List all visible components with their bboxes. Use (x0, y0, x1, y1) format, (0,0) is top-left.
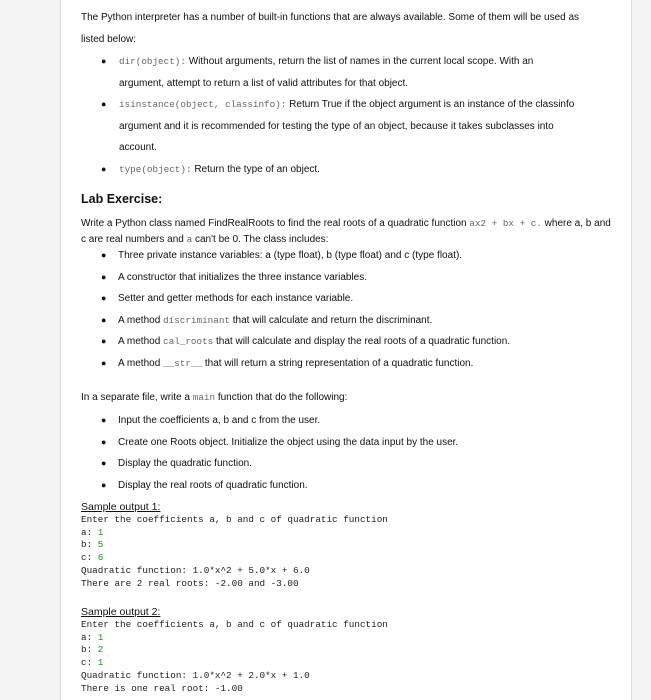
requirement-text: that will return a string representation of a quadratic function. (202, 357, 474, 369)
input-value: 1 (97, 631, 104, 643)
description-text: where a, b and c are real numbers and (81, 218, 611, 245)
bullet-icon: ● (101, 271, 107, 282)
console-input-b: b: 2 (81, 644, 104, 656)
console-result-line: There are 2 real roots: -2.00 and -3.00 (81, 577, 299, 589)
list-item (81, 245, 601, 267)
list-item (81, 94, 581, 159)
list-item (81, 159, 581, 181)
function-description: Return the type of an object. (194, 163, 320, 175)
function-signature: isinstance(object, classinfo): (119, 99, 287, 110)
requirement-text: Create one Roots object. Initialize the object using the data input by the user. (118, 436, 459, 448)
list-item (81, 432, 601, 454)
list-item (81, 310, 601, 332)
list-item (81, 353, 601, 375)
requirement-text: Display the real roots of quadratic function. (118, 479, 308, 491)
list-item (81, 331, 601, 353)
function-signature: dir(object): (119, 56, 186, 67)
method-name: cal_roots (163, 336, 214, 348)
main-requirements-list (81, 410, 601, 496)
bullet-icon: ● (101, 336, 107, 347)
requirement-text: A method (118, 357, 164, 369)
input-value: 5 (97, 539, 104, 551)
sample-output-1-heading: Sample output 1: (81, 501, 161, 513)
description-text: Write a Python class named FindRealRoots to find the real roots of a quadratic function (81, 218, 470, 229)
bullet-icon: ● (101, 479, 107, 490)
console-prompt: Enter the coefficients a, b and c of quadratic function (81, 514, 388, 525)
intro-paragraph: The Python interpreter has a number of built-in functions that are always available. Some of them will be used as listed below: (81, 12, 580, 45)
console-prompt: Enter the coefficients a, b and c of quadratic function (81, 619, 388, 630)
requirement-text: A constructor that initializes the three instance variables. (118, 271, 368, 283)
console-input-b: b: 5 (81, 539, 104, 551)
exercise-description (81, 216, 611, 248)
requirement-text: Setter and getter methods for each instance variable. (118, 293, 354, 305)
bullet-icon: ● (101, 415, 107, 425)
sample-output-1-console (81, 514, 388, 590)
bullet-icon: ● (101, 56, 107, 66)
console-input-c: c: 1 (81, 657, 104, 669)
builtin-functions-list (81, 51, 581, 180)
console-input-c: c: 6 (81, 552, 104, 564)
instruction-text: function that do the following: (215, 392, 348, 403)
function-description: Return True if the object argument is an instance of the classinfo argument and it is recommended for testing the type of an object, because it takes subclasses into account. (119, 99, 575, 153)
console-input-a: a: 1 (81, 526, 104, 538)
requirement-text: that will calculate and display the real roots of a quadratic function. (213, 336, 511, 348)
bullet-icon: ● (101, 314, 107, 325)
method-name: __str__ (163, 357, 203, 369)
bullet-icon: ● (101, 99, 107, 109)
function-description: Without arguments, return the list of names in the current local scope. With an argument, attempt to return a list of valid attributes for that object. (119, 56, 534, 89)
bullet-icon: ● (101, 250, 107, 260)
sample-output-2-heading: Sample output 2: (81, 606, 161, 618)
requirement-text: A method (118, 336, 164, 348)
bullet-icon: ● (101, 293, 107, 304)
main-instructions (81, 388, 347, 408)
list-item (81, 475, 601, 497)
list-item (81, 267, 601, 289)
console-function-line: Quadratic function: 1.0*x^2 + 5.0*x + 6.0 (81, 564, 310, 576)
description-text: can't be 0. The class includes: (192, 234, 329, 245)
console-result-line: There is one real root: -1.00 (81, 682, 243, 694)
bullet-icon: ● (101, 458, 107, 469)
input-value: 2 (97, 644, 104, 656)
main-function-name: main (192, 392, 216, 403)
input-value: 1 (97, 657, 104, 669)
list-item (81, 453, 601, 475)
variable-a: a (186, 234, 193, 245)
method-name: discriminant (163, 314, 230, 326)
bullet-icon: ● (101, 163, 107, 174)
sample-output-2-console (81, 619, 388, 695)
input-value: 6 (97, 552, 104, 564)
class-requirements-list (81, 245, 601, 375)
requirement-text: that will calculate and return the discriminant. (229, 314, 433, 326)
input-value: 1 (97, 526, 104, 538)
function-signature: type(object): (119, 163, 192, 175)
bullet-icon: ● (101, 436, 107, 447)
list-item (81, 51, 581, 94)
console-input-a: a: 1 (81, 631, 104, 643)
list-item (81, 288, 601, 310)
quadratic-expression: ax2 + bx + c. (469, 218, 542, 229)
console-function-line: Quadratic function: 1.0*x^2 + 2.0*x + 1.0 (81, 669, 310, 681)
instruction-text: In a separate file, write a (81, 392, 193, 403)
requirement-text: Three private instance variables: a (type float), b (type float) and c (type float). (118, 250, 463, 261)
document-page (60, 0, 632, 700)
requirement-text: Input the coefficients a, b and c from the user. (118, 415, 321, 426)
list-item (81, 410, 601, 432)
lab-exercise-heading: Lab Exercise: (81, 192, 163, 206)
requirement-text: A method (118, 314, 164, 326)
requirement-text: Display the quadratic function. (118, 458, 252, 470)
bullet-icon: ● (101, 357, 107, 368)
